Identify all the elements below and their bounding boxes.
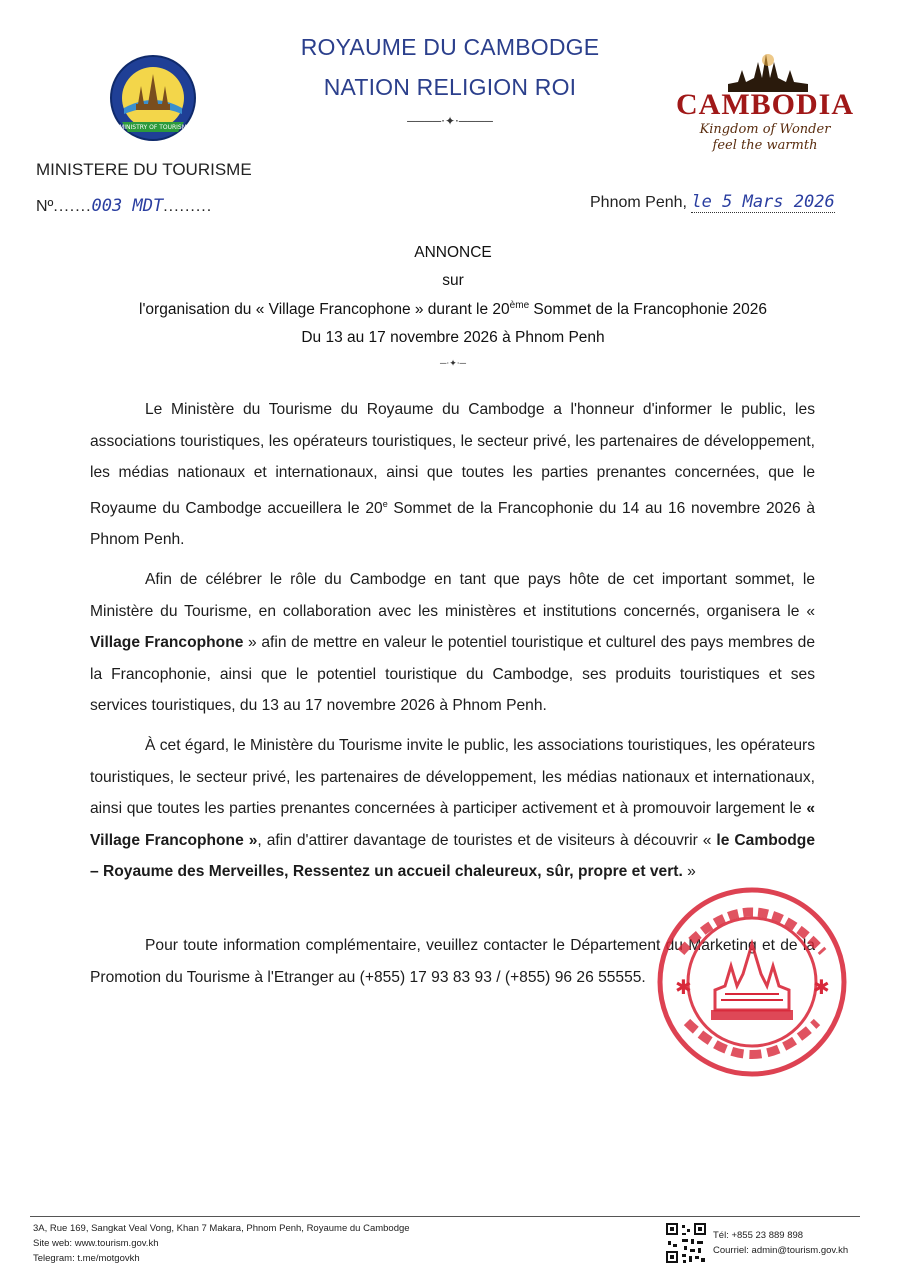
header-ornament: ────⋅✦⋅──── bbox=[407, 114, 493, 128]
title-annonce: ANNONCE bbox=[414, 244, 492, 261]
title-sur: sur bbox=[442, 272, 464, 289]
brand-word: CAMBODIA bbox=[676, 88, 854, 121]
footer-contact-right bbox=[713, 1228, 848, 1258]
document-date bbox=[590, 192, 835, 212]
ministry-name: MINISTERE DU TOURISME bbox=[36, 160, 252, 179]
ref-prefix: Nº bbox=[36, 198, 54, 215]
footer-tel: Tél: +855 23 889 898 bbox=[713, 1230, 804, 1241]
p3-text-a: À cet égard, le Ministère du Tourisme invite le public, les associations touristiques, les opérateurs touristiques, le secteur privé, les partenaires de développement, les médias nationaux et internationaux, ainsi que toutes les parties prenantes concernées à participer activement et à promouvoir largement le bbox=[90, 737, 815, 817]
p1-text-b: Sommet de la Francophonie du 14 au 16 novembre 2026 à Phnom Penh. bbox=[90, 499, 816, 549]
p1-sup: e bbox=[382, 498, 388, 509]
kingdom-line-2: NATION RELIGION ROI bbox=[323, 74, 577, 100]
official-stamp-seal bbox=[655, 882, 850, 1087]
footer-site: Site web: www.tourism.gov.kh bbox=[33, 1238, 159, 1249]
p3-bold-1: « Village Francophone » bbox=[90, 800, 815, 849]
title-ornament: ─⋅✦⋅─ bbox=[439, 358, 466, 368]
paragraph-3 bbox=[90, 730, 815, 888]
kingdom-line-1: ROYAUME DU CAMBODGE bbox=[300, 34, 600, 60]
p3-text-b: , afin d'attirer davantage de touristes et de visiteurs à découvrir « bbox=[257, 831, 717, 849]
paragraph-2 bbox=[90, 564, 815, 722]
reference-number: Nº.......003 MDT......... bbox=[36, 196, 213, 216]
p3-bold-2: le Cambodge – Royaume des Merveilles, Ressentez un accueil chaleureux, sûr, propre et vert. bbox=[90, 831, 815, 880]
title-subject-post: Sommet de la Francophonie 2026 bbox=[529, 301, 767, 319]
footer-divider bbox=[30, 1216, 860, 1217]
brand-tagline-2: feel the warmth bbox=[712, 138, 818, 153]
cambodia-brand bbox=[665, 88, 865, 154]
p2-text-a: Afin de célébrer le rôle du Cambodge en tant que pays hôte de cet important sommet, le Ministère du Tourisme, en collaboration avec les ministères et institutions concernés, organisera le « bbox=[90, 571, 815, 620]
title-dates: Du 13 au 17 novembre 2026 à Phnom Penh bbox=[301, 329, 605, 346]
footer-email: Courriel: admin@tourism.gov.kh bbox=[713, 1245, 849, 1256]
ministry-logo bbox=[108, 52, 198, 149]
date-handwritten: le 5 Mars 2026 bbox=[691, 192, 835, 212]
svg-text:✱: ✱ bbox=[813, 975, 830, 999]
footer-contact bbox=[33, 1221, 410, 1266]
brand-tagline-1: Kingdom of Wonder bbox=[699, 122, 831, 137]
paragraph-1 bbox=[90, 394, 815, 556]
p2-text-b: » afin de mettre en valeur le potentiel touristique et culturel des pays membres de la Francophonie, ainsi que le potentiel touristique du Cambodge, ses produits touristiques et ses services touristiques, du 13 au 17 novembre 2026 à Phnom Penh. bbox=[90, 634, 815, 714]
title-subject bbox=[80, 300, 826, 319]
footer-address: 3A, Rue 169, Sangkat Veal Vong, Khan 7 Makara, Phnom Penh, Royaume du Cambodge bbox=[33, 1223, 410, 1234]
paragraph-4: Pour toute information complémentaire, veuillez contacter le Département du Marketing et de la Promotion du Tourisme à l'Etranger au (+855) 17 93 83 93 / (+855) 96 26 55555. bbox=[90, 937, 815, 986]
ministry-logo-text: MINISTRY OF TOURISM bbox=[119, 124, 187, 131]
date-city: Phnom Penh, bbox=[590, 194, 687, 211]
title-subject-sup: ème bbox=[509, 300, 530, 311]
p2-bold: Village Francophone bbox=[90, 634, 244, 651]
p3-text-c: » bbox=[682, 863, 696, 880]
footer-telegram: Telegram: t.me/motgovkh bbox=[33, 1253, 140, 1264]
ref-handwritten: 003 MDT bbox=[91, 196, 164, 216]
p1-text-a: Le Ministère du Tourisme du Royaume du Cambodge a l'honneur d'informer le public, les associations touristiques, les opérateurs touristiques, le secteur privé, les partenaires de développement, les médias nationaux et internationaux, ainsi que toutes les parties prenantes concernées, que le Royaume du Cambodge accueillera le 20 bbox=[90, 401, 815, 517]
title-subject-pre: l'organisation du « Village Francophone » durant le 20 bbox=[139, 301, 510, 319]
svg-text:✱: ✱ bbox=[675, 975, 692, 999]
qr-code-icon bbox=[664, 1221, 708, 1270]
